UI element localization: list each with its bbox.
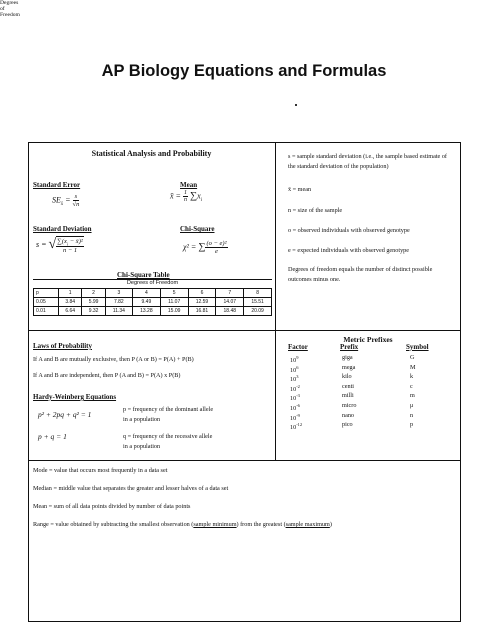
hardy-weinberg-heading: Hardy-Weinberg Equations: [33, 393, 117, 401]
metric-factor-exponent: 3: [296, 374, 299, 380]
probability-mutually-exclusive: If A and B are mutually exclusive, then P (A or B) = P(A) + P(B): [33, 356, 194, 363]
metric-factor-exponent: -3: [296, 393, 300, 399]
range-definition: [33, 520, 458, 530]
chi-table-row: [34, 307, 272, 316]
chi-table-cell: 11.34: [105, 307, 132, 316]
p-definition-line2: in a population: [123, 416, 161, 423]
chi-table-header-cell: p: [34, 289, 59, 298]
metric-factor-base: 10: [290, 366, 297, 374]
frame-vertical-divider: [275, 142, 276, 461]
metric-prefix: nano: [342, 411, 355, 419]
metric-prefix: pico: [342, 421, 353, 429]
chi-table-cell: 13.28: [132, 307, 160, 316]
chi-table-cell: 14.07: [216, 298, 244, 307]
metric-factor: [290, 420, 302, 432]
chi-table-cell: 5.99: [82, 298, 105, 307]
stray-dot: [295, 104, 297, 106]
definition-mean: x̄ = mean: [288, 186, 312, 193]
metric-symbol: G: [410, 354, 415, 361]
metric-prefix: giga: [342, 354, 353, 361]
p-definition-line1: p = frequency of the dominant allele: [123, 406, 214, 413]
metric-prefix: micro: [342, 402, 357, 409]
range-sample-maximum: sample maximum: [285, 521, 330, 528]
chi-table-cell: 3.84: [59, 298, 82, 307]
standard-error-formula: $SE_{x̄}$ = $\frac{s}{√n}$: [52, 193, 80, 208]
mean-label: Mean: [180, 181, 198, 189]
frame-top: [28, 142, 461, 143]
chi-table-cell: 6.64: [59, 307, 82, 316]
metric-factor-base: 10: [290, 424, 297, 432]
chi-table-header-cell: 8: [244, 289, 272, 298]
chi-table-cell: 0.05: [34, 298, 59, 307]
metric-symbol: M: [410, 363, 416, 371]
standard-deviation-formula: s = √ $\frac{\sum(x_i - x̄)^2}{n - 1}$: [36, 237, 83, 255]
stats-heading: Statistical Analysis and Probability: [91, 149, 212, 158]
metric-factor-exponent: -9: [296, 412, 300, 418]
frame-bottom-divider: [28, 460, 461, 461]
metric-factor-base: 10: [290, 357, 297, 365]
chi-square-table: [33, 288, 272, 316]
chi-table-cell: 20.09: [244, 307, 272, 316]
frame-metric-divider: [275, 330, 461, 331]
chi-table-header-cell: 6: [188, 289, 216, 298]
metric-factor-exponent: -2: [296, 383, 300, 389]
chi-table-cell: 7.82: [105, 298, 132, 307]
metric-factor-exponent: -6: [296, 403, 300, 408]
chi-table-cell: 18.48: [216, 307, 244, 316]
metric-prefix: kilo: [342, 373, 352, 381]
definition-e: e = expected individuals with observed genotype: [288, 247, 410, 254]
metric-factor-exponent: -12: [296, 422, 303, 428]
metric-factor-exponent: 6: [296, 364, 299, 370]
metric-factor-base: 10: [290, 405, 297, 413]
degrees-caption: Degrees of Freedom: [126, 280, 179, 286]
q-definition-line2: in a population: [123, 443, 161, 450]
frame-right: [460, 142, 461, 622]
chi-table-cell: 11.07: [160, 298, 188, 307]
metric-symbol: c: [410, 382, 413, 390]
chi-table-header-cell: 3: [105, 289, 132, 298]
frame-bottom: [28, 621, 461, 622]
chi-table-header-cell: 1: [59, 289, 82, 298]
metric-symbol: μ: [410, 402, 414, 409]
chi-table-row: [34, 298, 272, 307]
chi-table-cell: 9.49: [132, 298, 160, 307]
chi-square-formula: χ² = ∑ $\frac{\text{(o − e)²}}{e}$: [183, 240, 227, 255]
chi-table-cell: 15.09: [160, 307, 188, 316]
metric-col-symbol: Symbol: [406, 343, 429, 351]
frame-stats-divider: [28, 330, 275, 331]
hardy-weinberg-eq1: p² + 2pq + q² = 1: [38, 410, 92, 419]
metric-symbol: p: [410, 421, 414, 429]
probability-independent: If A and B are independent, then P (A and B) = P(A) x P(B): [33, 372, 181, 379]
range-sample-minimum: sample minimum: [193, 521, 237, 528]
metric-factor-exponent: 9: [296, 355, 299, 360]
standard-error-label: Standard Error: [33, 181, 81, 189]
chi-table-header-cell: 2: [82, 289, 105, 298]
metric-factor-base: 10: [290, 395, 297, 403]
chi-table-cell: 0.01: [34, 307, 59, 316]
metric-heading: Metric Prefixes: [343, 335, 393, 344]
metric-factor-base: 10: [290, 414, 297, 422]
q-definition-line1: q = frequency of the recessive allele: [123, 433, 213, 440]
standard-deviation-label: Standard Deviation: [33, 225, 92, 233]
chi-square-label: Chi-Square: [180, 225, 215, 233]
metric-prefix: centi: [342, 382, 355, 390]
metric-prefix: milli: [342, 392, 354, 400]
definition-o: o = observed individuals with observed genotype: [288, 227, 410, 234]
range-text-start: Range = value obtained by subtracting the smallest observation (: [33, 521, 194, 528]
metric-symbol: m: [410, 392, 415, 400]
range-text-middle: ) from the greatest (: [236, 521, 286, 528]
metric-factor-base: 10: [290, 376, 297, 384]
chi-table-cell: 16.81: [188, 307, 216, 316]
mean-definition: Mean = sum of all data points divided by number of data points: [33, 503, 191, 510]
metric-col-factor: Factor: [288, 343, 308, 351]
chi-table-cell: 12.59: [188, 298, 216, 307]
chi-table-header-cell: 7: [216, 289, 244, 298]
chi-table-header-cell: 4: [132, 289, 160, 298]
metric-prefix: mega: [342, 363, 356, 371]
chi-table-cell: 9.32: [82, 307, 105, 316]
mean-formula: x̄ = $\frac{1}{n}$ $\sum x_i$: [170, 190, 203, 203]
metric-symbol: n: [410, 411, 414, 419]
page-title: AP Biology Equations and Formulas: [101, 62, 387, 80]
hardy-weinberg-eq2: p + q = 1: [38, 432, 67, 441]
metric-col-prefix: Prefix: [340, 343, 359, 351]
range-text-end: ): [329, 521, 332, 528]
chi-table-header-cell: 5: [160, 289, 188, 298]
median-definition: Median = middle value that separates the greater and lesser halves of a data set: [33, 485, 229, 492]
chi-table-header-row: [34, 289, 272, 298]
probability-heading: Laws of Probability: [33, 342, 92, 350]
metric-factor-base: 10: [290, 385, 297, 393]
metric-symbol: k: [410, 373, 414, 381]
chi-table-cell: 15.51: [244, 298, 272, 307]
frame-left: [28, 142, 29, 622]
chi-table-label: Chi-Square Table: [117, 271, 170, 279]
definition-degrees-of-freedom: Degrees of freedom equals the number of distinct possible outcomes minus one.: [288, 266, 433, 283]
definition-s: s = sample standard deviation (i.e., the sample based estimate of the standard deviation of the population): [288, 153, 447, 170]
mode-definition: Mode = value that occurs most frequently in a data set: [33, 467, 168, 474]
definition-n: n = size of the sample: [288, 207, 343, 214]
